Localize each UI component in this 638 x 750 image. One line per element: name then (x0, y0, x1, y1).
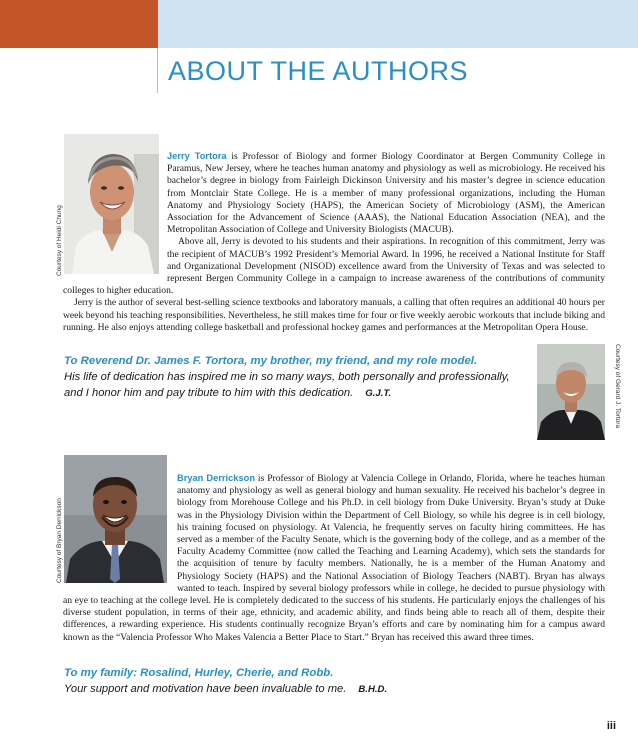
dedication-derrickson (64, 665, 534, 698)
photo-credit-gerard-tortora: Courtesy of Gerard J. Tortora (614, 344, 621, 429)
header-divider (157, 48, 158, 93)
header-band (158, 0, 638, 48)
bio-bryan-derrickson (63, 472, 605, 644)
photo-float-spacer (63, 472, 177, 592)
bio-paragraph: Above all, Jerry is devoted to his students and their aspirations. In recognition of this commitment, Jerry was the recipient of MACUB’s 1992 President’s Memorial Award. In 1996, he received a National Institute for Staff and Organizational Development (NISOD) excellence award from the University of Texas and was selected to represent Bergen Community College in a campaign to increase awareness of the contributions of community colleges to higher education. (63, 236, 605, 297)
page-number: iii (606, 720, 616, 732)
dedication-text: His life of dedication has inspired me in so many ways, both personally and professionally, (64, 371, 510, 383)
author-name-jerry-tortora: Jerry Tortora (167, 151, 227, 161)
photo-float-spacer (63, 150, 167, 277)
dedication-heading: To Reverend Dr. James F. Tortora, my brother, my friend, and my role model. (64, 355, 478, 367)
bio-text: is Professor of Biology and former Biology Coordinator at Bergen Community College in Paramus, New Jersey, where he teaches human anatomy and physiology as well as microbiology. He received his bachelor’s degree in biology from Fairleigh Dickinson University and his master’s degree in science education from Montclair State College. He is a member of many professional organizations, including the Human Anatomy and Physiology Society (HAPS), the American Society of Microbiology (ASM), the American Association for the Advancement of Science (AAAS), the National Education Association (NEA), and the Metropolitan Association of College and University Biologists (MACUB). (167, 151, 605, 236)
bio-paragraph: Jerry is the author of several best-selling science textbooks and laboratory manuals, a calling that often requires an additional 40 hours per week beyond his teaching responsibilities. Nevertheless, he still makes time for four or five weekly aerobic workouts that include biking and running. He also enjoys attending college basketball and professional hockey games and performances at the Metropolitan Opera House. (63, 297, 605, 333)
dedication-text-line: and I honor him and pay tribute to him with this dedication. (64, 387, 354, 399)
header-accent-bar (0, 0, 158, 48)
dedication-tortora (64, 353, 534, 402)
photo-credit-bryan-derrickson: Courtesy of Bryan Derrickson (56, 498, 63, 583)
dedication-initials: G.J.T. (365, 388, 392, 399)
dedication-text-line: Your support and motivation have been invaluable to me. (64, 683, 347, 695)
page-title: ABOUT THE AUTHORS (168, 56, 469, 86)
author-name-bryan-derrickson: Bryan Derrickson (177, 473, 256, 483)
bio-text: is Professor of Biology at Valencia College in Orlando, Florida, where he teaches human anatomy and physiology as well as general biology and human sexuality. He received his bachelor’s degree in biology from Morehouse College and his Ph.D. in cell biology from Duke University. Bryan’s study at Duke was in the Physiology Division within the Department of Cell Biology, so while his degree is in cell biology, his training focused on physiology. At Valencia, he frequently serves on faculty hiring committees. He has served as a member of the Faculty Senate, which is the governing body of the college, and as a member of the Faculty Academy Committee (now called the Teaching and Learning Academy), which sets the standards for the acquisition of tenure by faculty members. Nationally, he is a member of the Human Anatomy and Physiology Society (HAPS) and the National Association of Biology Teachers (NABT). Bryan has always wanted to teach. Inspired by several biology professors while in college, he decided to pursue physiology with an eye to teaching at the college level. He is completely dedicated to the success of his students. He particularly enjoys the challenges of his diverse student population, in terms of their age, ethnicity, and academic ability, and finds being able to reach all of them, despite their differences, a rewarding experience. His students continually recognize Bryan’s efforts and care by nominating him for a campus award known as the “Valencia Professor Who Makes Valencia a Better Place to Start.” Bryan has received this award three times. (63, 473, 605, 643)
bio-jerry-tortora (63, 150, 605, 334)
dedication-text (64, 681, 534, 698)
photo-james-tortora (537, 344, 605, 440)
dedication-initials: B.H.D. (358, 684, 388, 695)
photo-credit-heidi-chung: Courtesy of Heidi Chung (56, 205, 63, 276)
dedication-heading: To my family: Rosalind, Hurley, Cherie, and Robb. (64, 667, 334, 679)
dedication-text (64, 385, 534, 402)
